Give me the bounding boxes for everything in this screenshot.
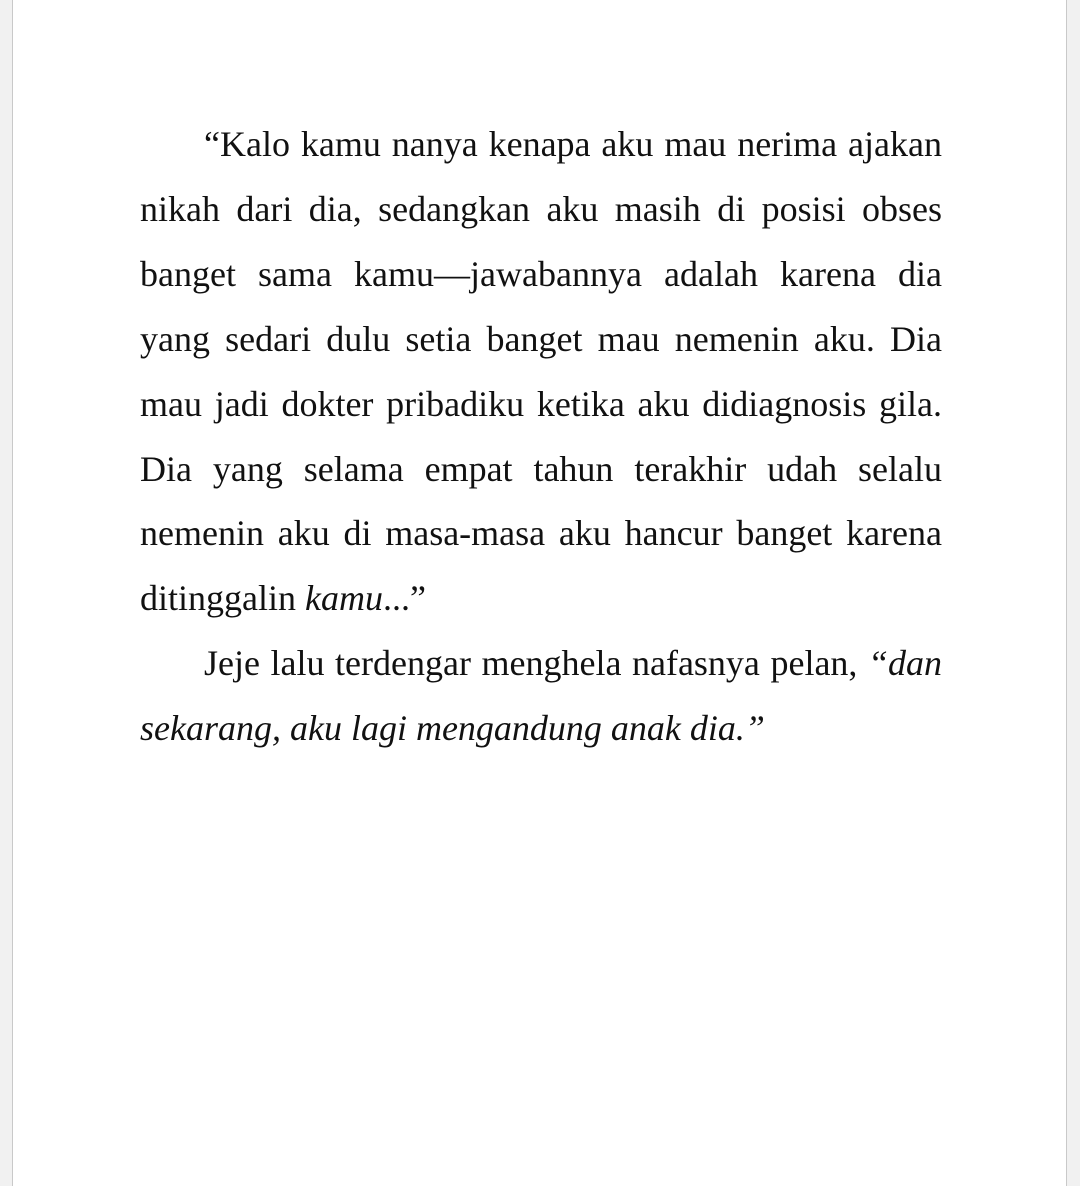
paragraph-1-text-b: ...” bbox=[382, 578, 426, 619]
paragraph-1-italic-word: kamu bbox=[305, 578, 383, 619]
paragraph-2-italic-quote: “dan sekarang, aku lagi mengandung anak dia.” bbox=[140, 643, 942, 749]
page-body bbox=[140, 112, 942, 761]
document-page bbox=[12, 0, 1067, 1186]
paragraph-1 bbox=[140, 112, 942, 631]
paragraph-2 bbox=[140, 631, 942, 761]
paragraph-2-text-a: Jeje lalu terdengar menghela nafasnya pelan, bbox=[204, 643, 868, 684]
paragraph-1-text-a: “Kalo kamu nanya kenapa aku mau nerima ajakan nikah dari dia, sedangkan aku masih di posisi obses banget sama kamu—jawabannya adalah karena dia yang sedari dulu setia banget mau nemenin aku. Dia mau jadi dokter pribadiku ketika aku didiagnosis gila. Dia yang selama empat tahun terakhir udah selalu nemenin aku di masa-masa aku hancur banget karena ditinggalin bbox=[140, 124, 942, 619]
